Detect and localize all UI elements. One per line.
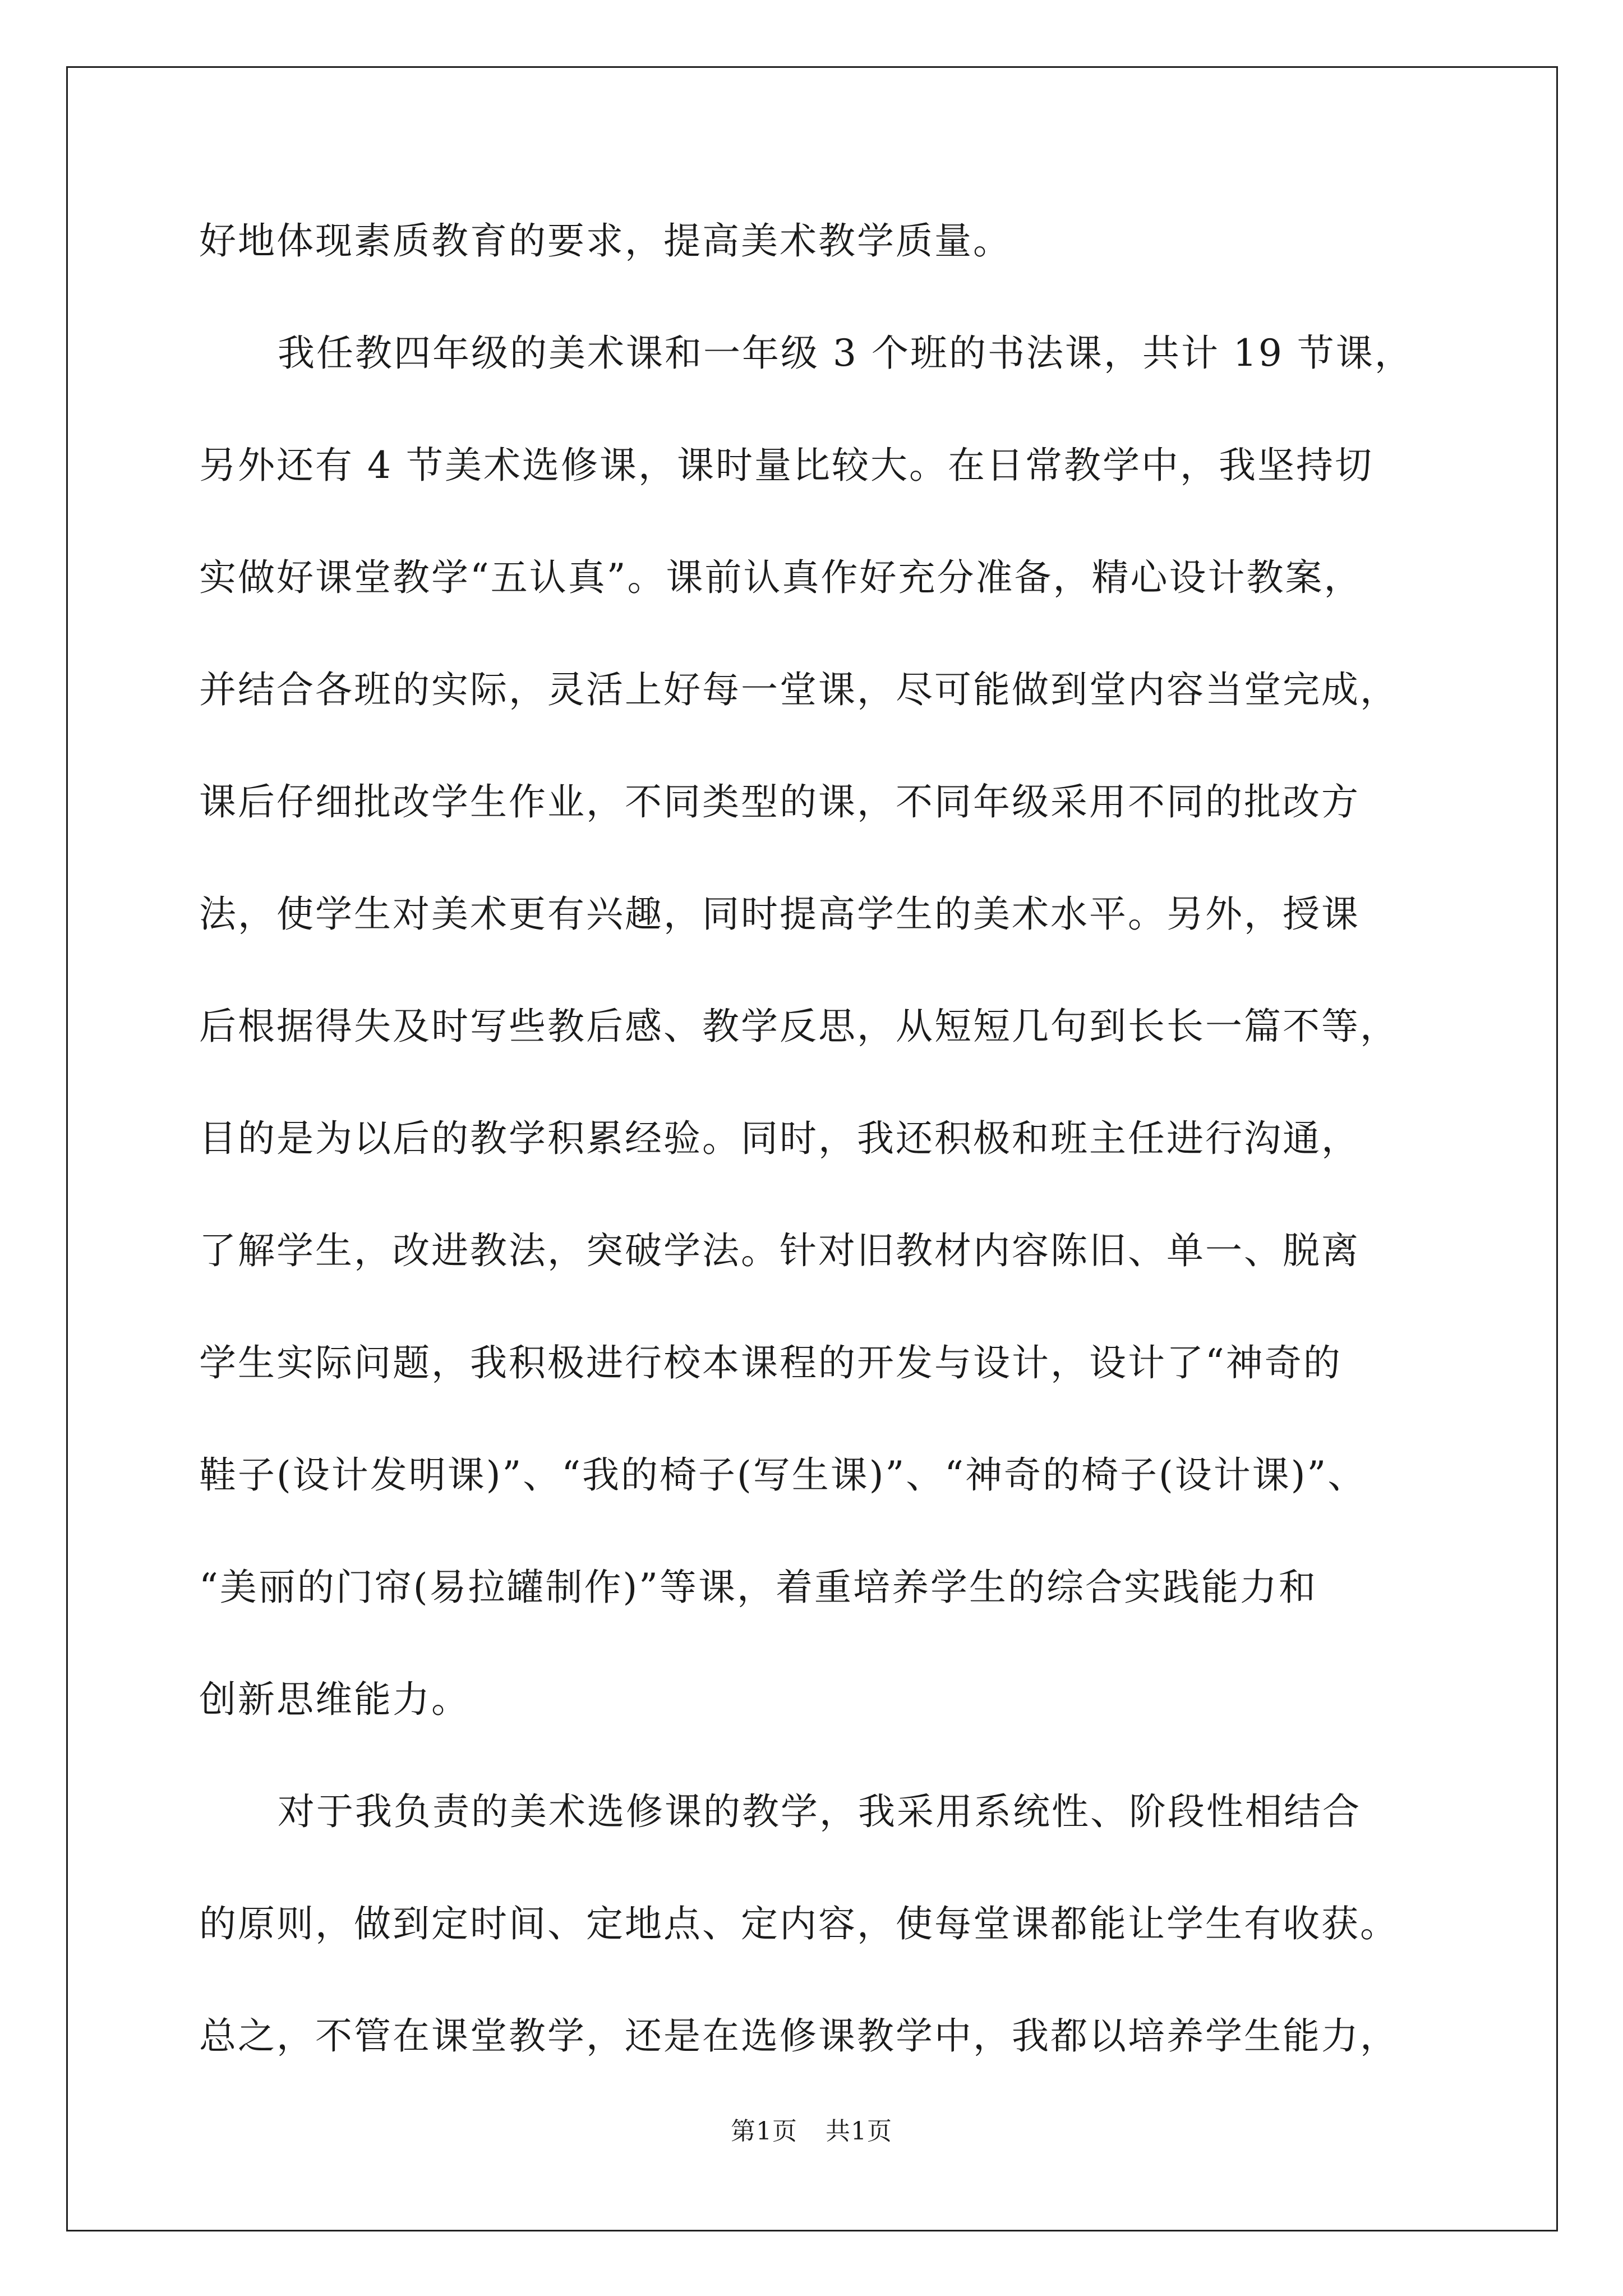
text-line-12: 鞋子(设计发明课)”、“我的椅子(写生课)”、“神奇的椅子(设计课)”、 [199,1453,1367,1497]
text-line-1: 好地体现素质教育的要求，提高美术教学质量。 [199,219,1012,263]
document-body [199,208,1422,2115]
text-line-6: 课后仔细批改学生作业，不同类型的课，不同年级采用不同的批改方 [199,780,1360,823]
text-line-17: 总之，不管在课堂教学，还是在选修课教学中，我都以培养学生能力， [199,2014,1399,2058]
text-line-13: “美丽的门帘(易拉罐制作)”等课，着重培养学生的综合实践能力和 [199,1566,1317,1609]
text-line-9: 目的是为以后的教学积累经验。同时，我还积极和班主任进行沟通， [199,1117,1360,1160]
text-line-3: 另外还有 4 节美术选修课，课时量比较大。在日常教学中，我坚持切 [199,444,1373,487]
text-line-2: 我任教四年级的美术课和一年级 3 个班的书法课，共计 19 节课， [278,332,1413,375]
text-line-7: 法，使学生对美术更有兴趣，同时提高学生的美术水平。另外，授课 [199,892,1360,936]
text-line-4: 实做好课堂教学“五认真”。课前认真作好充分准备，精心设计教案， [199,556,1363,599]
page-footer [0,2115,1623,2148]
text-line-8: 后根据得失及时写些教后感、教学反思，从短短几句到长长一篇不等， [199,1005,1399,1048]
text-line-14: 创新思维能力。 [199,1678,470,1721]
text-line-5: 并结合各班的实际，灵活上好每一堂课，尽可能做到堂内容当堂完成， [199,668,1399,711]
page-total: 共1页 [826,2117,892,2146]
text-line-11: 学生实际问题，我积极进行校本课程的开发与设计，设计了“神奇的 [199,1341,1342,1384]
page-number: 第1页 [731,2117,797,2146]
text-line-15: 对于我负责的美术选修课的教学，我采用系统性、阶段性相结合 [278,1790,1361,1833]
text-line-16: 的原则，做到定时间、定地点、定内容，使每堂课都能让学生有收获。 [199,1902,1399,1945]
text-line-10: 了解学生，改进教法，突破学法。针对旧教材内容陈旧、单一、脱离 [199,1229,1360,1272]
